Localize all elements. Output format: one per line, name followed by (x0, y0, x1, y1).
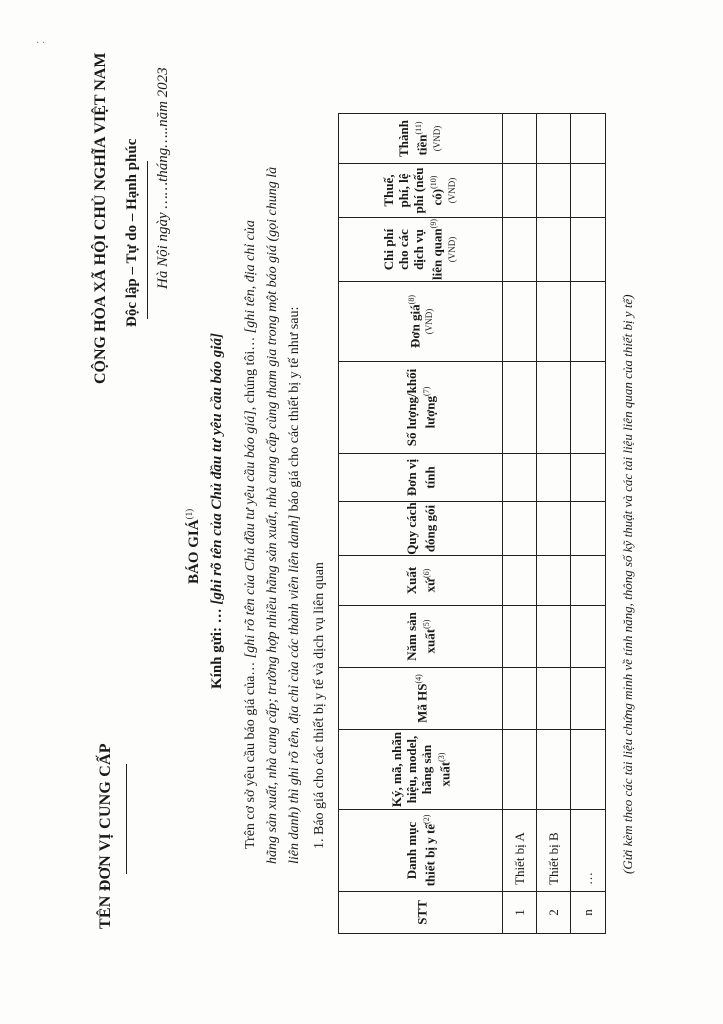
intro-3b: báo giá cho các thiết bị y tế như sau: (287, 306, 302, 515)
addressee-line (209, 333, 226, 689)
table-row (537, 114, 571, 934)
col-header: Quy cách đóng gói (339, 502, 503, 556)
cell-empty (537, 454, 571, 502)
col-header: Xuất xứ$^{(6)}$ (339, 556, 503, 606)
document-title (184, 509, 203, 584)
cell-item-name: … (571, 810, 606, 892)
intro-1b: [ghi rõ tên của Chủ đầu tư yêu cầu báo giá] (243, 410, 258, 659)
intro-2: hãng sản xuất, nhà cung cấp; trường hợp nhiều hãng sản xuất, nhà cung cấp cùng tham gia trong một báo giá (gọi chung là (265, 166, 280, 864)
col-header: Danh mục thiết bị y tế$^{(2)}$ (339, 810, 503, 892)
cell-empty (571, 454, 606, 502)
cell-empty (571, 556, 606, 606)
cell-empty (537, 164, 571, 218)
national-title: CỘNG HÒA XÃ HỘI CHỦ NGHĨA VIỆT NAM (92, 52, 109, 384)
intro-1a: Trên cơ sở yêu cầu báo giá của… (243, 658, 258, 849)
quotation-table (338, 113, 606, 934)
col-header: Ký, mã, nhãn hiệu, model, hãng sản xuất$^{(3)}$ (339, 730, 503, 810)
cell-empty (571, 502, 606, 556)
col-header: STT (339, 892, 503, 934)
cell-empty (503, 502, 537, 556)
intro-line-1 (243, 220, 259, 849)
attachment-note: (Gửi kèm theo các tài liệu chứng minh về tính năng, thông số kỹ thuật và các tài liệu liên quan của thiết bị y tế) (620, 294, 635, 874)
motto-underline (147, 161, 148, 319)
col-header: Đơn giá$^{(8)}$ (VND) (339, 282, 503, 362)
cell-empty (537, 606, 571, 668)
intro-1d: [ghi tên, địa chỉ của (243, 220, 258, 334)
section-heading: 1. Báo giá cho các thiết bị y tế và dịch vụ liên quan (312, 562, 327, 849)
supplier-name: TÊN ĐƠN VỊ CUNG CẤP (97, 743, 114, 929)
col-header: Năm sản xuất$^{(5)}$ (339, 606, 503, 668)
cell-empty (571, 114, 606, 164)
cell-item-name: Thiết bị A (503, 810, 537, 892)
title-note-ref: (1) (184, 508, 194, 520)
cell-empty (571, 362, 606, 454)
cell-empty (503, 282, 537, 362)
cell-empty (537, 556, 571, 606)
cell-empty (571, 164, 606, 218)
title-text: BÁO GIÁ (186, 519, 202, 584)
col-header: Chi phí cho các dịch vụ liên quan$^{(9)}$ (VND) (339, 218, 503, 282)
cell-empty (503, 218, 537, 282)
cell-empty (503, 114, 537, 164)
cell-empty (537, 114, 571, 164)
cell-empty (571, 668, 606, 730)
cell-stt: 2 (537, 892, 571, 934)
cell-empty (503, 454, 537, 502)
cell-empty (503, 606, 537, 668)
cell-stt: 1 (503, 892, 537, 934)
cell-stt: n (571, 892, 606, 934)
cell-empty (571, 730, 606, 810)
scan-speck: · · (36, 38, 46, 49)
supplier-underline (126, 764, 127, 874)
cell-empty (571, 218, 606, 282)
cell-empty (503, 164, 537, 218)
intro-1c: , chúng tôi… (243, 333, 258, 411)
cell-item-name: Thiết bị B (537, 810, 571, 892)
cell-empty (503, 556, 537, 606)
cell-empty (571, 282, 606, 362)
cell-empty (537, 282, 571, 362)
col-header: Thuế, phí, lệ phí (nếu có)$^{(10)}$ (VND) (339, 164, 503, 218)
intro-line-3 (287, 307, 303, 864)
cell-empty (537, 362, 571, 454)
col-header: Số lượng/khối lượng$^{(7)}$ (339, 362, 503, 454)
addressee-prefix: Kính gửi: … (209, 604, 225, 689)
table-header-row (339, 114, 503, 934)
national-motto: Độc lập – Tự do – Hạnh phúc (124, 138, 140, 327)
cell-empty (503, 668, 537, 730)
col-header: Mã HS$^{(4)}$ (339, 668, 503, 730)
cell-empty (503, 730, 537, 810)
col-header: Đơn vị tính (339, 454, 503, 502)
cell-empty (571, 606, 606, 668)
cell-empty (537, 668, 571, 730)
table-row (571, 114, 606, 934)
addressee-text: [ghi rõ tên của Chủ đầu tư yêu cầu báo giá] (209, 333, 225, 605)
col-header: Thành tiền$^{(11)}$ (VND) (339, 114, 503, 164)
date-line: Hà Nội ngày ……tháng…..năm 2023 (155, 67, 171, 289)
table-row (503, 114, 537, 934)
cell-empty (537, 730, 571, 810)
cell-empty (503, 362, 537, 454)
intro-line-2 (265, 167, 281, 864)
cell-empty (537, 218, 571, 282)
intro-3a: liên danh) thì ghi rõ tên, địa chỉ của các thành viên liên danh] (287, 514, 302, 864)
cell-empty (537, 502, 571, 556)
